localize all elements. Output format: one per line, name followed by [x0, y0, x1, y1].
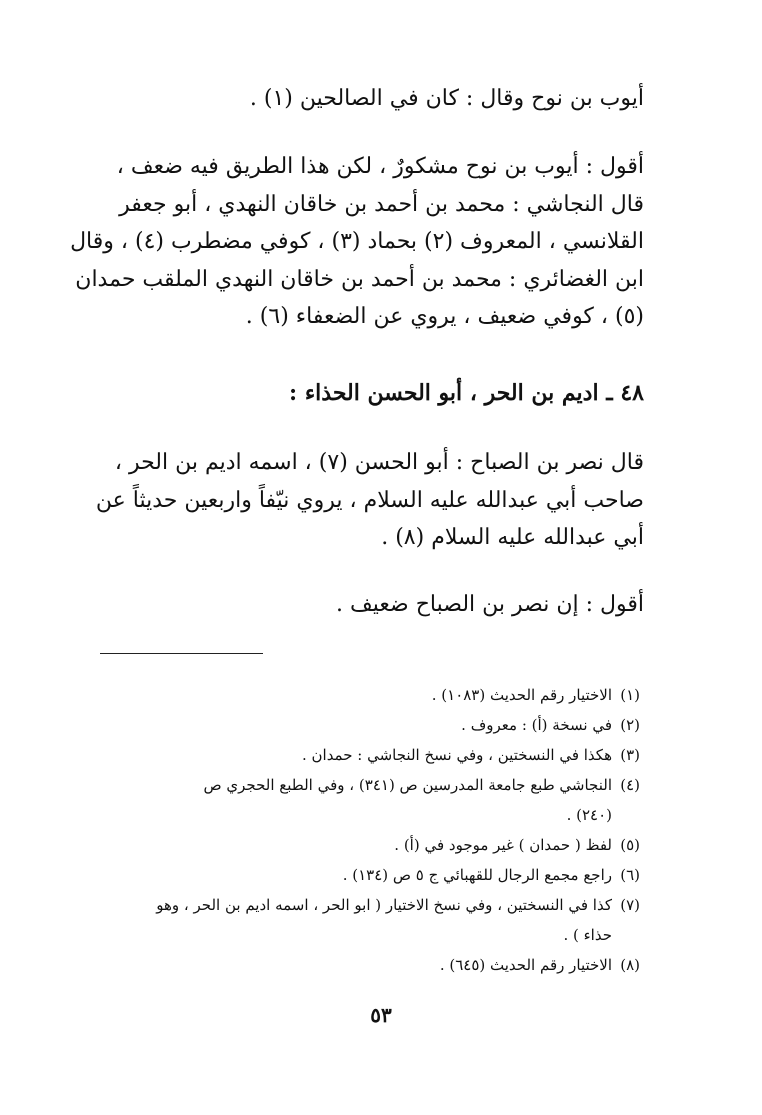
footnote-continuation: [100, 920, 640, 950]
footnote-item: [100, 860, 640, 890]
footnote-item: [100, 680, 640, 710]
footnote-number: (٤): [620, 776, 640, 794]
footnote-text: حذاء ) .: [563, 926, 612, 944]
footnote-number: (٧): [620, 896, 640, 914]
footnote-text: الاختيار رقم الحديث (١٠٨٣) .: [431, 686, 612, 704]
text-line: القلانسي ، المعروف (٢) بحماد (٣) ، كوفي مضطرب (٤) ، وقال: [70, 229, 644, 254]
heading-text: ٤٨ ـ اديم بن الحر ، أبو الحسن الحذاء :: [289, 380, 644, 406]
footnote-item: [100, 890, 640, 920]
text-line: (٥) ، كوفي ضعيف ، يروي عن الضعفاء (٦) .: [245, 304, 644, 329]
text-line: أبي عبدالله عليه السلام (٨) .: [381, 525, 644, 550]
text-line: أقول : إن نصر بن الصباح ضعيف .: [336, 592, 644, 617]
footnote-item: [100, 740, 640, 770]
footnote-text: راجع مجمع الرجال للقهبائي ج ٥ ص (١٣٤) .: [342, 866, 612, 884]
section-heading: [108, 375, 644, 413]
footnote-continuation: [100, 800, 640, 830]
text-line: أيوب بن نوح وقال : كان في الصالحين (١) .: [249, 86, 644, 111]
footnote-item: [100, 710, 640, 740]
footnote-divider: [100, 653, 263, 654]
footnote-number: (٨): [620, 956, 640, 974]
paragraph-1: [108, 80, 644, 118]
text-line: قال النجاشي : محمد بن أحمد بن خاقان النهدي ، أبو جعفر: [119, 191, 644, 217]
footnote-number: (١): [620, 686, 640, 704]
paragraph-4: [108, 586, 644, 624]
text-line: صاحب أبي عبدالله عليه السلام ، يروي نيّفاً واربعين حديثاً عن: [95, 487, 644, 513]
footnote-text: هكذا في النسختين ، وفي نسخ النجاشي : حمدان .: [301, 746, 612, 764]
page-number: ٥٣: [370, 1003, 392, 1027]
footnote-number: (٣): [620, 746, 640, 764]
paragraph-3: [95, 444, 644, 557]
text-line: ابن الغضائري : محمد بن أحمد بن خاقان النهدي الملقب حمدان: [75, 266, 644, 292]
footnote-item: [100, 770, 640, 800]
footnote-text: الاختيار رقم الحديث (٦٤٥) .: [439, 956, 612, 974]
footnote-item: [100, 950, 640, 980]
footnote-text: لفظ ( حمدان ) غير موجود في (أ) .: [394, 836, 612, 854]
footnote-text: كذا في النسختين ، وفي نسخ الاختيار ( ابو الحر ، اسمه اديم بن الحر ، وهو: [156, 896, 612, 914]
footnote-item: [100, 830, 640, 860]
footnote-text: النجاشي طبع جامعة المدرسين ص (٣٤١) ، وفي الطبع الحجري ص: [203, 776, 612, 794]
footnote-number: (٥): [620, 836, 640, 854]
footnote-text: (٢٤٠) .: [566, 806, 612, 824]
footnotes-list: [100, 680, 640, 980]
footnote-text: في نسخة (أ) : معروف .: [461, 716, 612, 734]
text-line: قال نصر بن الصباح : أبو الحسن (٧) ، اسمه اديم بن الحر ،: [114, 450, 644, 475]
footnote-number: (٦): [620, 866, 640, 884]
text-line: أقول : أيوب بن نوح مشكورٌ ، لكن هذا الطريق فيه ضعف ،: [116, 154, 644, 179]
footnote-number: (٢): [620, 716, 640, 734]
paragraph-2: [70, 148, 644, 336]
